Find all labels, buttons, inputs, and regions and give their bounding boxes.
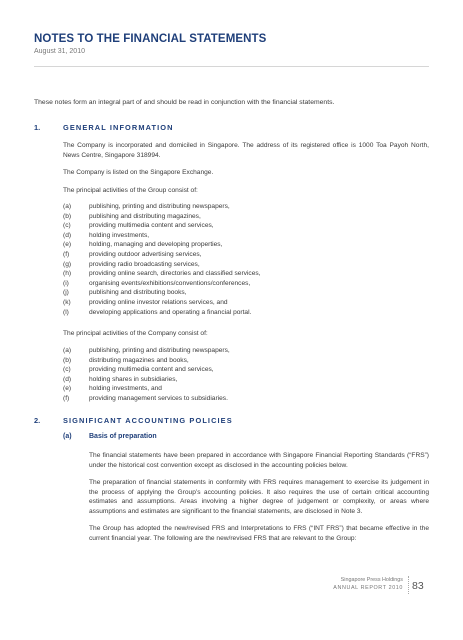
section-title: SIGNIFICANT ACCOUNTING POLICIES — [63, 416, 233, 425]
list-marker: (j) — [63, 289, 69, 297]
list-marker: (c) — [63, 366, 71, 374]
footer-report: ANNUAL REPORT 2010 — [333, 584, 403, 591]
section-2-paragraph: The financial statements have been prepared in accordance with Singapore Financial Reporting Standards (“FRS”) under the historical cost convention except as disclosed in the accounting policies below. — [89, 452, 429, 469]
footer-company: Singapore Press Holdings — [340, 577, 403, 583]
statement-date: August 31, 2010 — [34, 48, 85, 55]
header-divider — [34, 66, 429, 67]
list-marker: (a) — [63, 347, 72, 354]
list-marker: (g) — [63, 260, 72, 268]
list-item-text: holding shares in subsidiaries, — [89, 375, 178, 383]
list-marker: (k) — [63, 298, 71, 306]
page-number: 83 — [412, 580, 424, 592]
list-marker: (i) — [63, 279, 69, 287]
list-item-text: providing multimedia content and services, — [89, 366, 214, 374]
section-title: GENERAL INFORMATION — [63, 123, 174, 132]
list-item-text: distributing magazines and books, — [89, 356, 189, 364]
list-marker: (d) — [63, 231, 72, 239]
section-number: 2. — [34, 416, 41, 425]
section-1-paragraph: The principal activities of the Group consist of: — [63, 187, 198, 194]
list-item-text: publishing and distributing books, — [89, 289, 187, 297]
section-1-paragraph: The Company is listed on the Singapore Exchange. — [63, 169, 214, 176]
list-marker: (c) — [63, 222, 71, 230]
section-2-paragraph: The preparation of financial statements in conformity with FRS requires management to exercise its judgement in the process of applying the Group’s accounting policies. It also requires the use of certain critical accounting estimates and assumptions. Areas involving a higher degree of judgement or complexity, or areas where assumptions and estimates are significant to the financial statements, are disclosed in Note 3. — [89, 479, 429, 515]
list-item-text: providing online investor relations services, and — [89, 298, 228, 306]
list-marker: (e) — [63, 385, 72, 393]
list-item-text: providing online search, directories and classified services, — [89, 270, 261, 278]
subsection-marker: (a) — [63, 433, 72, 440]
list-marker: (e) — [63, 241, 72, 249]
section-2-paragraph: The Group has adopted the new/revised FRS and Interpretations to FRS (“INT FRS”) that became effective in the current financial year. The following are the new/revised FRS that are relevant to the Group: — [89, 525, 429, 542]
list-item-text: holding investments, and — [89, 385, 162, 393]
footer-separator — [408, 576, 409, 594]
list-item-text: publishing and distributing magazines, — [89, 212, 201, 220]
list-item-text: publishing, printing and distributing newspapers, — [89, 203, 230, 210]
list-marker: (b) — [63, 212, 72, 220]
list-marker: (h) — [63, 270, 72, 278]
list-marker: (a) — [63, 203, 72, 210]
section-1-paragraph: The Company is incorporated and domiciled in Singapore. The address of its registered office is 1000 Toa Payoh North, News Centre, Singapore 318994. — [63, 142, 429, 159]
intro-paragraph: These notes form an integral part of and should be read in conjunction with the financial statements. — [34, 99, 335, 106]
list-item-text: organising events/exhibitions/conventions/conferences, — [89, 279, 251, 287]
list-marker: (f) — [63, 394, 70, 402]
footer-brand — [333, 577, 403, 592]
list-item-text: holding investments, — [89, 231, 150, 239]
list-item-text: providing multimedia content and services, — [89, 222, 214, 230]
list-item-text: holding, managing and developing properties, — [89, 241, 223, 249]
list-item-text: providing outdoor advertising services, — [89, 250, 202, 258]
list-item-text: providing management services to subsidiaries. — [89, 394, 228, 402]
list-marker: (b) — [63, 356, 72, 364]
section-number: 1. — [34, 123, 41, 132]
list-item-text: developing applications and operating a financial portal. — [89, 308, 252, 316]
list-marker: (d) — [63, 375, 72, 383]
list-item-text: publishing, printing and distributing newspapers, — [89, 347, 230, 354]
section-1-paragraph: The principal activities of the Company consist of: — [63, 330, 208, 337]
subsection-title: Basis of preparation — [89, 433, 157, 440]
list-item-text: providing radio broadcasting services, — [89, 260, 200, 268]
page-title: NOTES TO THE FINANCIAL STATEMENTS — [34, 33, 267, 45]
list-marker: (f) — [63, 250, 70, 258]
list-marker: (l) — [63, 308, 69, 316]
